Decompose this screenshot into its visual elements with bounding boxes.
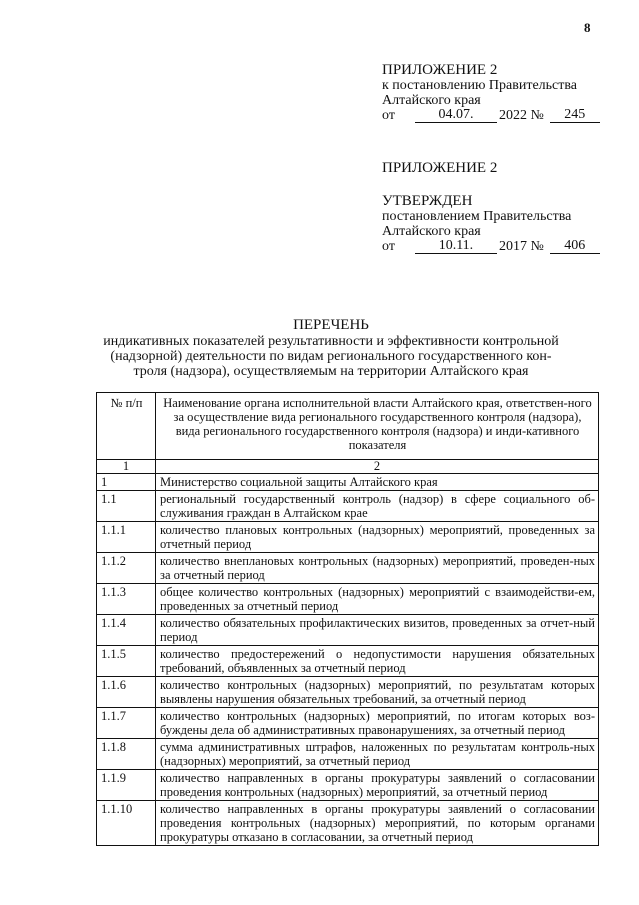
table-row xyxy=(97,801,599,846)
document-number: 245 xyxy=(550,108,600,123)
date-value: 04.07. xyxy=(415,108,497,123)
row-text: количество контрольных (надзорных) мероприятий, по результатам которых выявлены нарушения обязательных требований, за отчетный период xyxy=(156,677,599,708)
title-main: ПЕРЕЧЕНЬ xyxy=(293,317,369,333)
page-number: 8 xyxy=(584,20,591,35)
row-text: количество внеплановых контрольных (надзорных) мероприятий, проведен-ных за отчетный период xyxy=(156,553,599,584)
appendix-line1: постановлением Правительства xyxy=(382,209,572,224)
title-line: (надзорной) деятельности по видам регионального государственного кон- xyxy=(110,349,552,364)
row-number: 1.1.10 xyxy=(97,801,156,846)
table-row xyxy=(97,615,599,646)
indicators-table xyxy=(96,392,599,846)
appendix-line1: к постановлению Правительства xyxy=(382,78,578,93)
date-prefix: от xyxy=(382,108,395,123)
table-row xyxy=(97,708,599,739)
row-number: 1.1.7 xyxy=(97,708,156,739)
row-text: количество направленных в органы прокуратуры заявлений о согласовании проведения контрольных (надзорных) мероприятий, за отчетный период xyxy=(156,770,599,801)
document-title xyxy=(60,318,602,379)
row-text: общее количество контрольных (надзорных) мероприятий с взаимодействи-ем, проведенных за отчетный период xyxy=(156,584,599,615)
appendix-current-block xyxy=(382,63,600,123)
title-line: троля (надзора), осуществляемым на территории Алтайского края xyxy=(133,364,529,379)
row-number: 1.1.5 xyxy=(97,646,156,677)
row-text: количество обязательных профилактических визитов, проведенных за отчет-ный период xyxy=(156,615,599,646)
table-row xyxy=(97,770,599,801)
table-row xyxy=(97,677,599,708)
row-number: 1.1.8 xyxy=(97,739,156,770)
table-row xyxy=(97,739,599,770)
row-text: сумма административных штрафов, наложенных по результатам контроль-ных (надзорных) мероприятий, за отчетный период xyxy=(156,739,599,770)
row-text: региональный государственный контроль (надзор) в сфере социального об-служивания граждан в Алтайском крае xyxy=(156,491,599,522)
row-number: 1.1.1 xyxy=(97,522,156,553)
table-row xyxy=(97,553,599,584)
date-prefix: от xyxy=(382,239,395,254)
row-number: 1.1 xyxy=(97,491,156,522)
column-number-row xyxy=(97,460,599,474)
appendix-date-line xyxy=(382,108,600,123)
row-number: 1.1.3 xyxy=(97,584,156,615)
row-text: количество направленных в органы прокуратуры заявлений о согласовании проведения контрольных (надзорных) мероприятий, по которым органами прокуратуры отказано в согласовании, за отчетный период xyxy=(156,801,599,846)
row-number: 1.1.6 xyxy=(97,677,156,708)
column-number: 1 xyxy=(97,460,156,474)
date-year: 2017 № xyxy=(498,239,544,254)
appendix-heading: ПРИЛОЖЕНИЕ 2 xyxy=(382,62,498,78)
row-text: количество плановых контрольных (надзорных) мероприятий, проведенных за отчетный период xyxy=(156,522,599,553)
table-header-row xyxy=(97,393,599,460)
appendix-date-line xyxy=(382,239,600,254)
document-number: 406 xyxy=(550,239,600,254)
appendix-line2: Алтайского края xyxy=(382,224,481,239)
row-text: Министерство социальной защиты Алтайского края xyxy=(156,474,599,491)
table-row xyxy=(97,474,599,491)
row-number: 1 xyxy=(97,474,156,491)
date-year: 2022 № xyxy=(498,108,544,123)
table-row xyxy=(97,522,599,553)
column-number: 2 xyxy=(156,460,599,474)
approved-label: УТВЕРЖДЕН xyxy=(382,193,473,209)
table-row xyxy=(97,584,599,615)
appendix-line2: Алтайского края xyxy=(382,93,481,108)
header-name: Наименование органа исполнительной власти Алтайского края, ответствен-ного за осуществление вида регионального государственного контроля (надзора), вида регионального государственного контроля (надзора) и инди-кативного показателя xyxy=(156,393,599,460)
appendix-original-block xyxy=(382,161,600,254)
appendix-heading: ПРИЛОЖЕНИЕ 2 xyxy=(382,160,498,176)
header-num: № п/п xyxy=(97,393,156,460)
row-text: количество контрольных (надзорных) мероприятий, по итогам которых воз-буждены дела об административных правонарушениях, за отчетный период xyxy=(156,708,599,739)
date-value: 10.11. xyxy=(415,239,497,254)
table-row xyxy=(97,491,599,522)
row-number: 1.1.2 xyxy=(97,553,156,584)
row-number: 1.1.9 xyxy=(97,770,156,801)
row-number: 1.1.4 xyxy=(97,615,156,646)
row-text: количество предостережений о недопустимости нарушения обязательных требований, объявленных за отчетный период xyxy=(156,646,599,677)
title-line: индикативных показателей результативности и эффективности контрольной xyxy=(103,334,559,349)
table-row xyxy=(97,646,599,677)
